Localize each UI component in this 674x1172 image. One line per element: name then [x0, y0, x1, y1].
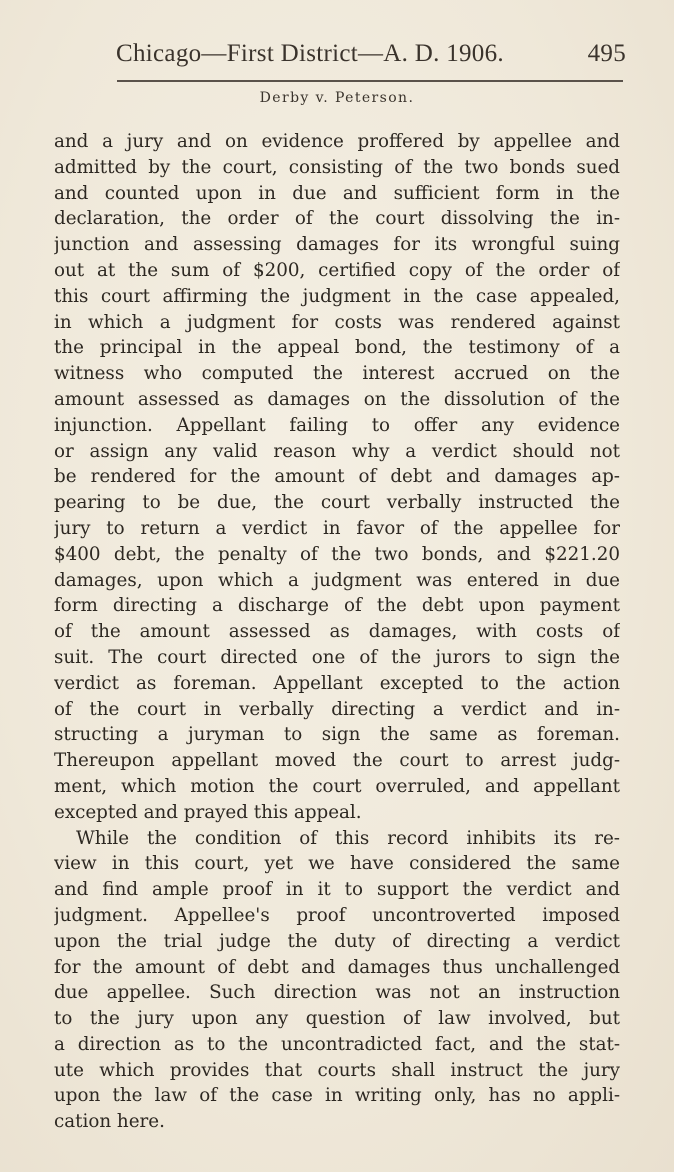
text-line: judgment. Appellee's proof uncontroverted imposed: [54, 904, 620, 926]
text-line: structing a juryman to sign the same as foreman.: [54, 724, 620, 746]
paragraph-last-line: excepted and prayed this appeal.: [54, 801, 362, 823]
text-line: injunction. Appellant failing to offer any evidence: [54, 414, 620, 436]
text-line: damages, upon which a judgment was entered in due: [54, 569, 620, 591]
text-line: or assign any valid reason why a verdict should not: [54, 440, 620, 462]
text-line: ute which provides that courts shall instruct the jury: [54, 1059, 620, 1081]
text-line: amount assessed as damages on the dissolution of the: [54, 388, 620, 410]
text-line: for the amount of debt and damages thus unchallenged: [54, 956, 620, 978]
text-line: and find ample proof in it to support the verdict and: [54, 879, 620, 901]
text-line: junction and assessing damages for its wrongful suing: [54, 234, 620, 256]
text-line: due appellee. Such direction was not an instruction: [54, 982, 620, 1004]
running-head: [116, 40, 626, 68]
text-line: this court affirming the judgment in the case appealed,: [54, 285, 620, 307]
text-line: verdict as foreman. Appellant excepted to the action: [54, 672, 620, 694]
text-line: in which a judgment for costs was rendered against: [54, 311, 620, 333]
text-line: to the jury upon any question of law involved, but: [54, 1008, 620, 1030]
text-line: be rendered for the amount of debt and damages ap-: [54, 466, 620, 488]
text-line: a direction as to the uncontradicted fact, and the stat-: [54, 1033, 620, 1055]
body-text: [54, 129, 620, 1135]
paragraph-last-line: cation here.: [54, 1111, 165, 1133]
text-line: upon the trial judge the duty of directing a verdict: [54, 930, 620, 952]
text-line: form directing a discharge of the debt upon payment: [54, 595, 620, 617]
text-line: Thereupon appellant moved the court to arrest judg-: [54, 750, 620, 772]
text-line: the principal in the appeal bond, the testimony of a: [54, 337, 620, 359]
text-line: ment, which motion the court overruled, and appellant: [54, 775, 620, 797]
text-line: suit. The court directed one of the jurors to sign the: [54, 646, 620, 668]
text-line: witness who computed the interest accrued on the: [54, 363, 620, 385]
text-line: of the court in verbally directing a verdict and in-: [54, 698, 620, 720]
text-line: upon the law of the case in writing only, has no appli-: [54, 1085, 620, 1107]
paragraph-first-line: While the condition of this record inhibits its re-: [76, 827, 620, 849]
text-line: admitted by the court, consisting of the two bonds sued: [54, 156, 620, 178]
text-line: jury to return a verdict in favor of the appellee for: [54, 517, 620, 539]
text-line: and a jury and on evidence proffered by appellee and: [54, 131, 620, 152]
page-number: 495: [587, 40, 626, 67]
text-line: of the amount assessed as damages, with costs of: [54, 621, 620, 643]
running-head-title: Chicago—First District—A. D. 1906.: [116, 40, 504, 67]
text-line: view in this court, yet we have considered the same: [54, 853, 620, 875]
case-caption: Derby v. Peterson.: [259, 90, 415, 106]
text-line: pearing to be due, the court verbally instructed the: [54, 492, 620, 514]
header-rule: [117, 80, 623, 82]
text-line: out at the sum of $200, certified copy of the order of: [54, 259, 620, 281]
text-line: declaration, the order of the court dissolving the in-: [54, 208, 620, 230]
text-line: $400 debt, the penalty of the two bonds, and $221.20: [54, 543, 620, 565]
text-line: and counted upon in due and sufficient form in the: [54, 182, 620, 204]
